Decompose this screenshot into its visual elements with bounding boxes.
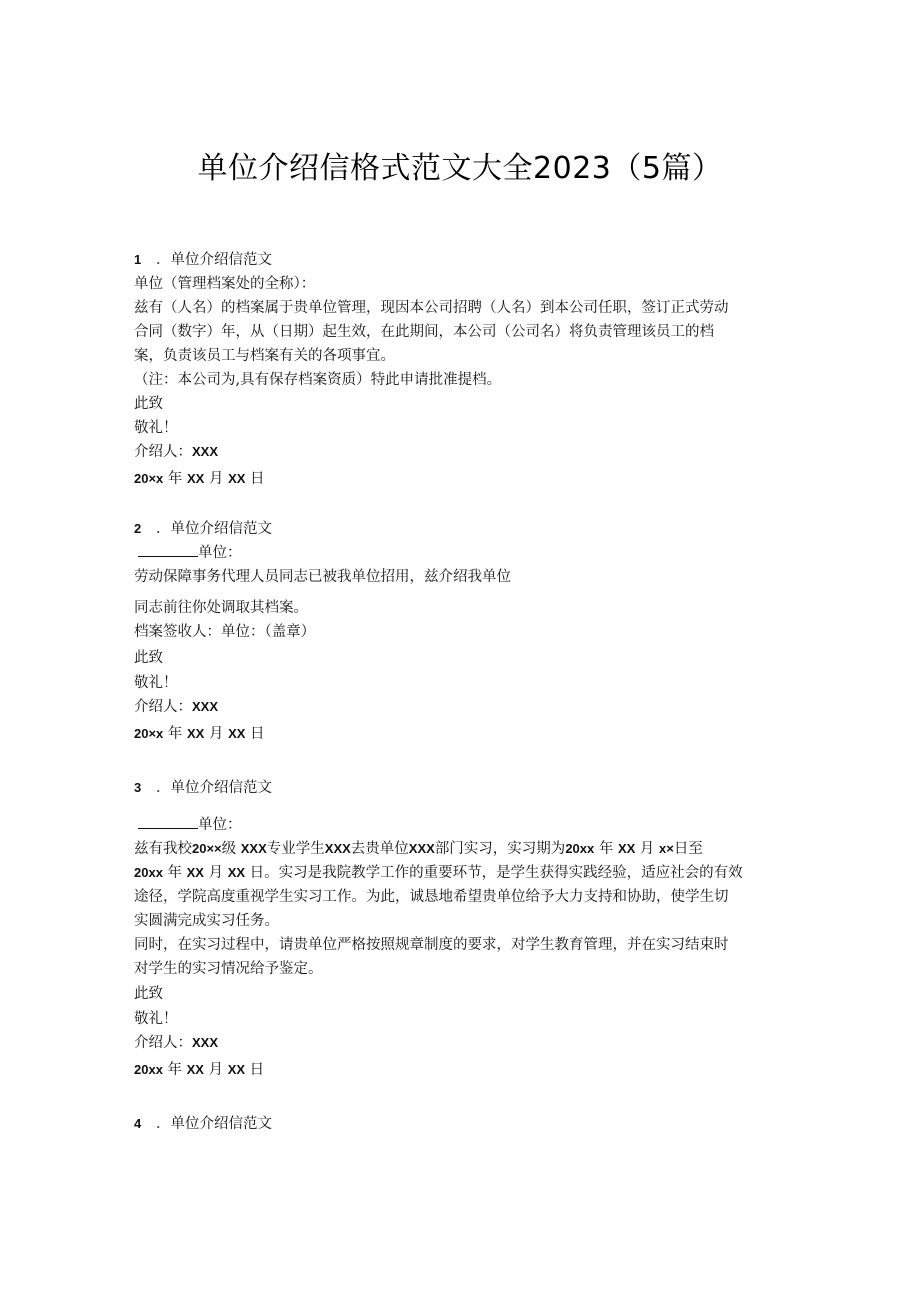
text-run: 专业学生 (266, 841, 325, 857)
introducer-label: 介绍人： (134, 1035, 192, 1051)
section-2-addressee (134, 543, 242, 563)
section-3-salutation: 敬礼！ (134, 1011, 178, 1027)
section-1-salutation: 敬礼！ (134, 420, 178, 436)
text-run-bold: XXX (408, 841, 435, 856)
text-run: 去贵单位 (350, 841, 409, 857)
text-run-bold: XX (617, 841, 636, 856)
text-run: 级 (221, 841, 237, 857)
blank-line (138, 543, 198, 557)
date-day: XX (227, 1062, 246, 1077)
text-run: 日。实习是我院教学工作的重要环节，是学生获得实践经验，适应社会的有效 (249, 865, 743, 881)
section-heading-text: ．单位介绍信范文 (156, 252, 272, 268)
section-3-body-line: 对学生的实习情况给予鉴定。 (134, 961, 323, 977)
text-run: 月 (208, 865, 224, 881)
date-year-char: 年 (167, 726, 183, 742)
section-number: 2 (134, 521, 142, 536)
section-1-body-line: 案，负责该员工与档案有关的各项事宜。 (134, 348, 395, 364)
section-2-closing: 此致 (134, 650, 163, 666)
section-1-heading (134, 250, 272, 270)
date-year: 20×x (134, 726, 164, 741)
text-run-bold: 20xx (565, 841, 595, 856)
section-1-date (134, 469, 265, 489)
date-year-char: 年 (167, 1062, 183, 1078)
section-2-body-line: 档案签收人：单位：（盖章） (134, 624, 316, 640)
text-run-bold: XXX (324, 841, 351, 856)
text-run-bold: XX (186, 865, 204, 880)
section-3-heading (134, 778, 272, 798)
date-month-char: 月 (208, 726, 224, 742)
section-1-addressee: 单位（管理档案处的全称）： (134, 276, 316, 292)
section-2-heading (134, 519, 272, 539)
text-run-bold: 20×× (192, 841, 222, 856)
text-run-bold: XXX (240, 841, 267, 856)
addressee-text: 单位： (198, 545, 242, 561)
section-1-introducer (134, 442, 218, 462)
section-1-closing: 此致 (134, 396, 163, 412)
section-3-body-line: 同时，在实习过程中，请贵单位严格按照规章制度的要求，对学生教育管理，并在实习结束时 (134, 937, 729, 953)
section-number: 4 (134, 1116, 142, 1131)
date-month: XX (187, 471, 205, 486)
text-run: 年 (598, 841, 614, 857)
section-2-date (134, 724, 265, 744)
date-year-char: 年 (167, 471, 183, 487)
addressee-text: 单位： (198, 817, 242, 833)
date-month-char: 月 (208, 471, 224, 487)
section-heading-text: ．单位介绍信范文 (156, 1116, 272, 1132)
date-month: XX (186, 1062, 204, 1077)
introducer-label: 介绍人： (134, 444, 192, 460)
section-3-body-line: 途径，学院高度重视学生实习工作。为此，诚恳地希望贵单位给予大力支持和协助，使学生切 (134, 889, 729, 905)
text-run-bold: XX (227, 865, 246, 880)
section-1-body-line: 兹有（人名）的档案属于贵单位管理，现因本公司招聘（人名）到本公司任职，签订正式劳动 (134, 300, 729, 316)
section-2-body-line: 劳动保障事务代理人员同志已被我单位招用，兹介绍我单位 (134, 569, 511, 585)
introducer-name: XXX (192, 1035, 219, 1050)
introducer-label: 介绍人： (134, 699, 192, 715)
section-number: 1 (134, 252, 142, 267)
document-title: 单位介绍信格式范文大全2023（5篇） (197, 151, 723, 186)
text-run: 部门实习，实习期为 (434, 841, 566, 857)
text-run-bold: x× (659, 841, 674, 856)
section-heading-text: ．单位介绍信范文 (156, 521, 272, 537)
section-2-body-line: 同志前往你处调取其档案。 (134, 600, 308, 616)
text-run: 年 (167, 865, 183, 881)
text-run: 日至 (673, 841, 703, 857)
date-day-char: 日 (249, 1062, 265, 1078)
date-year: 20×x (134, 471, 164, 486)
section-3-introducer (134, 1033, 218, 1053)
date-day-char: 日 (250, 726, 265, 742)
section-1-body-line: （注：本公司为,具有保存档案资质）特此申请批准提档。 (134, 372, 502, 388)
section-3-addressee (134, 815, 242, 835)
section-3-date (134, 1060, 264, 1080)
date-day: XX (228, 726, 246, 741)
section-number: 3 (134, 780, 142, 795)
date-day-char: 日 (250, 471, 265, 487)
section-heading-text: ．单位介绍信范文 (156, 780, 272, 796)
text-run: 月 (639, 841, 655, 857)
section-2-salutation: 敬礼！ (134, 675, 178, 691)
date-month: XX (187, 726, 205, 741)
date-year: 20xx (134, 1062, 163, 1077)
section-2-introducer (134, 697, 218, 717)
section-3-body-line (134, 863, 743, 883)
section-1-body-line: 合同（数字）年，从（日期）起生效，在此期间，本公司（公司名）将负责管理该员工的档 (134, 324, 714, 340)
blank-line (138, 815, 198, 829)
section-3-body-line: 实圆满完成实习任务。 (134, 913, 279, 929)
date-month-char: 月 (208, 1062, 224, 1078)
introducer-name: XXX (192, 444, 219, 459)
text-run: 兹有我校 (134, 841, 192, 857)
section-3-body-line (134, 839, 703, 859)
section-3-closing: 此致 (134, 986, 163, 1002)
section-4-heading (134, 1114, 272, 1134)
text-run-bold: 20xx (134, 865, 163, 880)
introducer-name: XXX (192, 699, 219, 714)
date-day: XX (228, 471, 246, 486)
